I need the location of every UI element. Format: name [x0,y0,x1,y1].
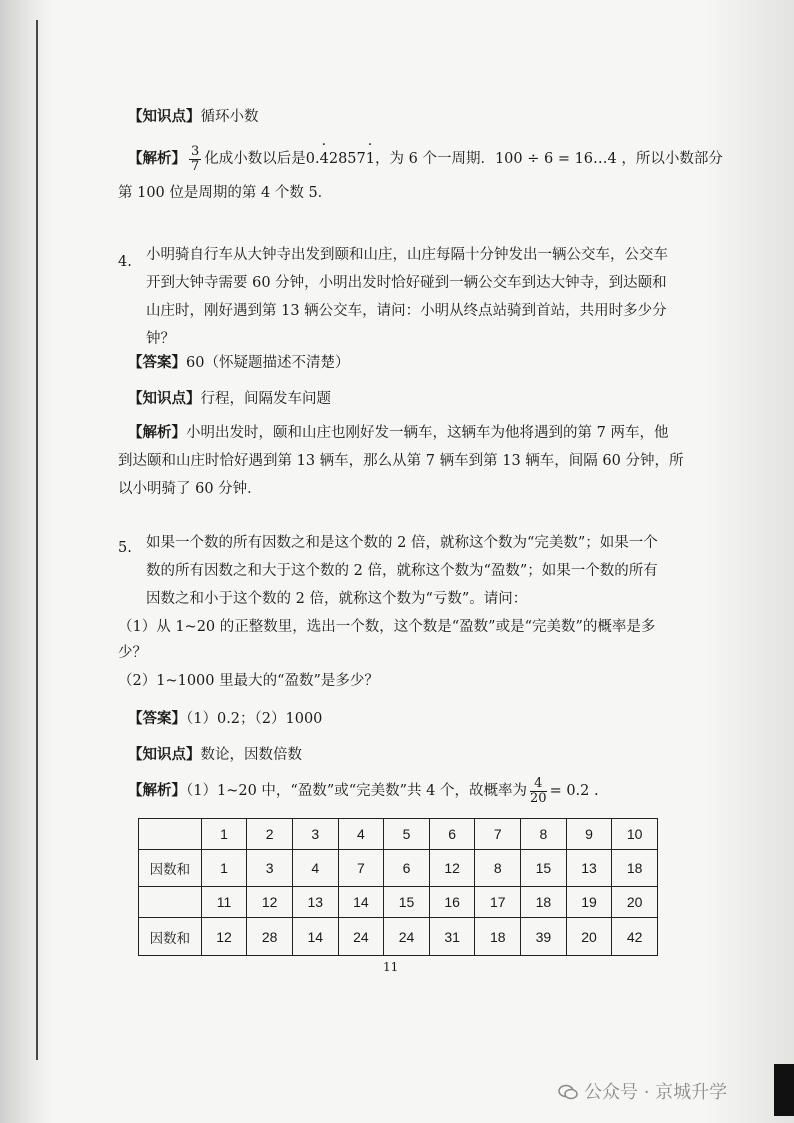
factor-sum-table [138,818,658,956]
solution-label: 【解析】 [128,424,186,441]
fraction-numerator: 4 [530,777,547,792]
q4-number: 4. [118,254,132,270]
table-cell: 3 [247,849,293,887]
table-cell: 17 [475,887,521,918]
table-cell: 7 [338,849,384,887]
table-cell: 20 [612,887,658,918]
row-header-cell [139,887,202,918]
q4-answer [128,348,349,378]
table-cell: 8 [475,849,521,887]
q5-answer [128,704,322,734]
table-row [139,849,658,887]
answer-text: 60（怀疑题描述不清楚） [186,355,350,371]
q5-solution [128,776,599,806]
table-cell: 3 [292,819,338,850]
table-cell: 14 [292,918,338,956]
knowledge-point-text: 数论，因数倍数 [200,747,302,763]
scan-black-tab [774,1064,794,1116]
q3-solution-line2: 第 100 位是周期的第 4 个数 5． [118,185,333,201]
q5-question-line2: 数的所有因数之和大于这个数的 2 倍，就称这个数为“盈数”；如果一个数的所有 [146,563,658,579]
q4-solution-line2: 到达颐和山庄时恰好遇到第 13 辆车，那么从第 7 辆车到第 13 辆车，间隔 60 分钟，所 [118,453,684,469]
table-cell: 10 [612,819,658,850]
table-cell: 6 [429,819,475,850]
solution-text: （1）1~20 中，“盈数”或“完美数”共 4 个，故概率为 [186,783,528,799]
knowledge-point-label: 【知识点】 [128,108,201,125]
q4-solution-line3: 以小明骑了 60 分钟． [118,481,262,497]
table-cell: 11 [201,887,247,918]
row-header-cell: 因数和 [139,849,202,887]
table-cell: 13 [292,887,338,918]
table-row [139,918,658,956]
fraction-numerator: 3 [191,143,200,159]
q5-part2: （2）1~1000 里最大的“盈数”是多少？ [118,673,379,689]
solution-text-a: 化成小数以后是0. [204,151,320,167]
knowledge-point-text: 循环小数 [200,109,259,125]
table-cell: 16 [429,887,475,918]
table-cell: 7 [475,819,521,850]
table-cell: 5 [384,819,430,850]
solution-text: 小明出发时，颐和山庄也刚好发一辆车，这辆车为他将遇到的第 7 两车，他 [186,425,669,441]
table-cell: 31 [429,918,475,956]
solution-result: = 0.2 . [549,783,599,799]
table-cell: 15 [384,887,430,918]
table-cell: 4 [292,849,338,887]
scan-binding-line [36,20,38,1060]
answer-text: （1）0.2；（2）1000 [186,711,323,727]
fraction-4-20 [530,777,547,806]
repeating-digit-start: · 4 [320,144,329,174]
q5-part1-line1: （1）从 1~20 的正整数里，选出一个数，这个数是“盈数”或是“完美数”的概率是多 [118,619,656,635]
table-cell: 8 [521,819,567,850]
table-cell: 18 [475,918,521,956]
solution-text-b: ，为 6 个一周期．100 ÷ 6 = 16…4 ，所以小数部分 [375,151,723,167]
q3-solution-line1 [128,144,723,174]
q5-knowledge-point [128,740,302,770]
table-cell: 1 [201,819,247,850]
table-cell: 20 [566,918,612,956]
q4-question-line4: 钟？ [146,331,175,347]
table-cell: 39 [521,918,567,956]
table-cell: 12 [429,849,475,887]
table-cell: 1 [201,849,247,887]
q4-question-line3: 山庄时，刚好遇到第 13 辆公交车，请问：小明从终点站骑到首站，共用时多少分 [146,303,667,319]
table-cell: 18 [521,887,567,918]
table-cell: 42 [612,918,658,956]
q4-question-line2: 开到大钟寺需要 60 分钟，小明出发时恰好碰到一辆公交车到达大钟寺，到达颐和 [146,275,667,291]
knowledge-point-label: 【知识点】 [128,390,201,407]
q5-part1-line2: 少？ [118,645,147,661]
table-cell: 6 [384,849,430,887]
q4-knowledge-point [128,384,331,414]
fraction-3-7 [189,145,201,174]
q5-number: 5. [118,540,132,556]
answer-label: 【答案】 [128,710,186,727]
wechat-icon [558,1084,578,1100]
table-cell: 15 [521,849,567,887]
repeating-digit-mid: 2857 [328,151,366,167]
scan-edge-left [0,0,52,1123]
page-number: 11 [383,960,399,974]
q3-knowledge-point [128,102,259,132]
table-cell: 19 [566,887,612,918]
table-row [139,819,658,850]
watermark-text: 公众号 · 京城升学 [584,1082,728,1103]
knowledge-point-text: 行程，间隔发车问题 [200,391,331,407]
solution-label: 【解析】 [128,782,186,799]
knowledge-point-label: 【知识点】 [128,746,201,763]
table-cell: 14 [338,887,384,918]
table-cell: 24 [338,918,384,956]
table-cell: 9 [566,819,612,850]
fraction-denominator: 7 [191,158,200,174]
table-cell: 2 [247,819,293,850]
solution-label: 【解析】 [128,150,186,167]
q5-question-line3: 因数之和小于这个数的 2 倍，就称这个数为“亏数”。请问： [146,591,528,607]
table-cell: 18 [612,849,658,887]
q4-solution-line1 [128,418,668,448]
repeating-digit-end: · 1 [366,144,375,174]
row-header-cell [139,819,202,850]
table-cell: 13 [566,849,612,887]
answer-label: 【答案】 [128,354,186,371]
row-header-cell: 因数和 [139,918,202,956]
table-cell: 24 [384,918,430,956]
table-cell: 12 [201,918,247,956]
wechat-watermark [558,1078,727,1104]
q5-question-line1: 如果一个数的所有因数之和是这个数的 2 倍，就称这个数为“完美数”；如果一个 [146,535,658,551]
table-cell: 4 [338,819,384,850]
fraction-denominator: 20 [530,790,547,806]
table-row [139,887,658,918]
table-cell: 28 [247,918,293,956]
table-cell: 12 [247,887,293,918]
q4-question-line1: 小明骑自行车从大钟寺出发到颐和山庄，山庄每隔十分钟发出一辆公交车，公交车 [146,247,668,263]
